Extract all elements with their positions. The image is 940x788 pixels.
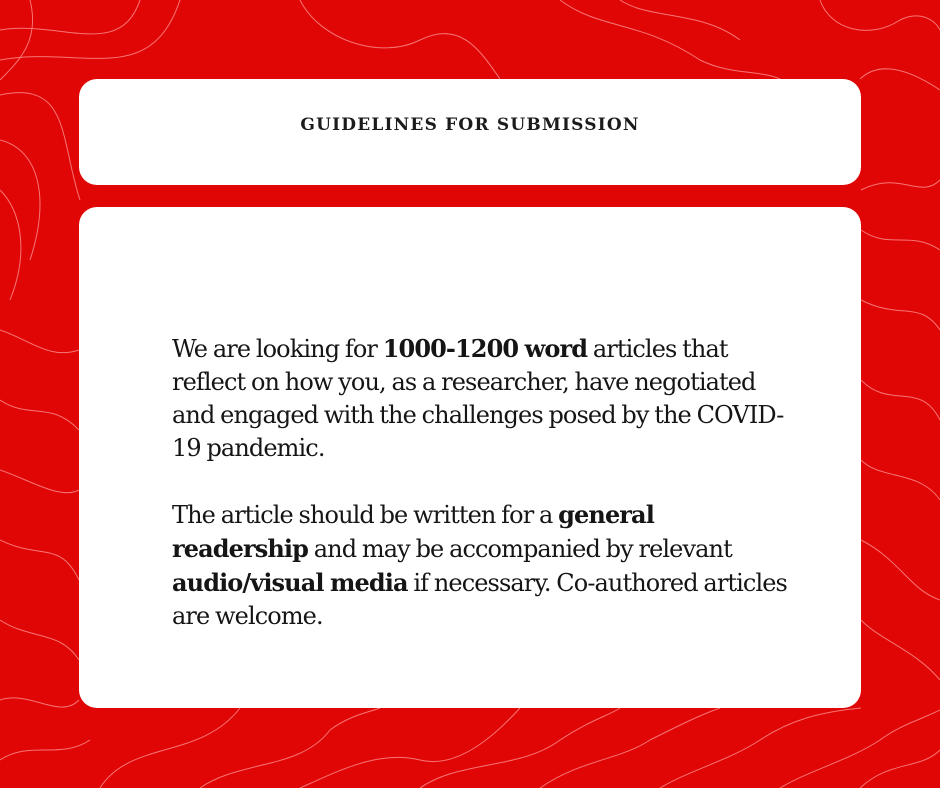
- paragraph-audience: [172, 498, 792, 633]
- content-card: [79, 207, 861, 708]
- text-segment: articles that reflect on how you, as a researcher, have negotiated and engaged with the challenges posed by the COVID-19 pandemic.: [172, 335, 784, 462]
- text-segment: The article should be written for a: [172, 501, 559, 529]
- text-segment: We are looking for: [172, 335, 383, 363]
- media-highlight: audio/visual media: [172, 568, 408, 597]
- word-count-highlight: 1000-1200 word: [382, 334, 588, 363]
- page-title: GUIDELINES FOR SUBMISSION: [300, 115, 640, 135]
- guidelines-text: [172, 332, 792, 633]
- header-card: [79, 79, 861, 185]
- audience-highlight: general readership: [172, 500, 654, 563]
- text-segment: and may be accompanied by relevant: [308, 535, 732, 563]
- paragraph-word-count: [172, 332, 792, 465]
- text-segment: if necessary. Co-authored articles are welcome.: [172, 569, 787, 630]
